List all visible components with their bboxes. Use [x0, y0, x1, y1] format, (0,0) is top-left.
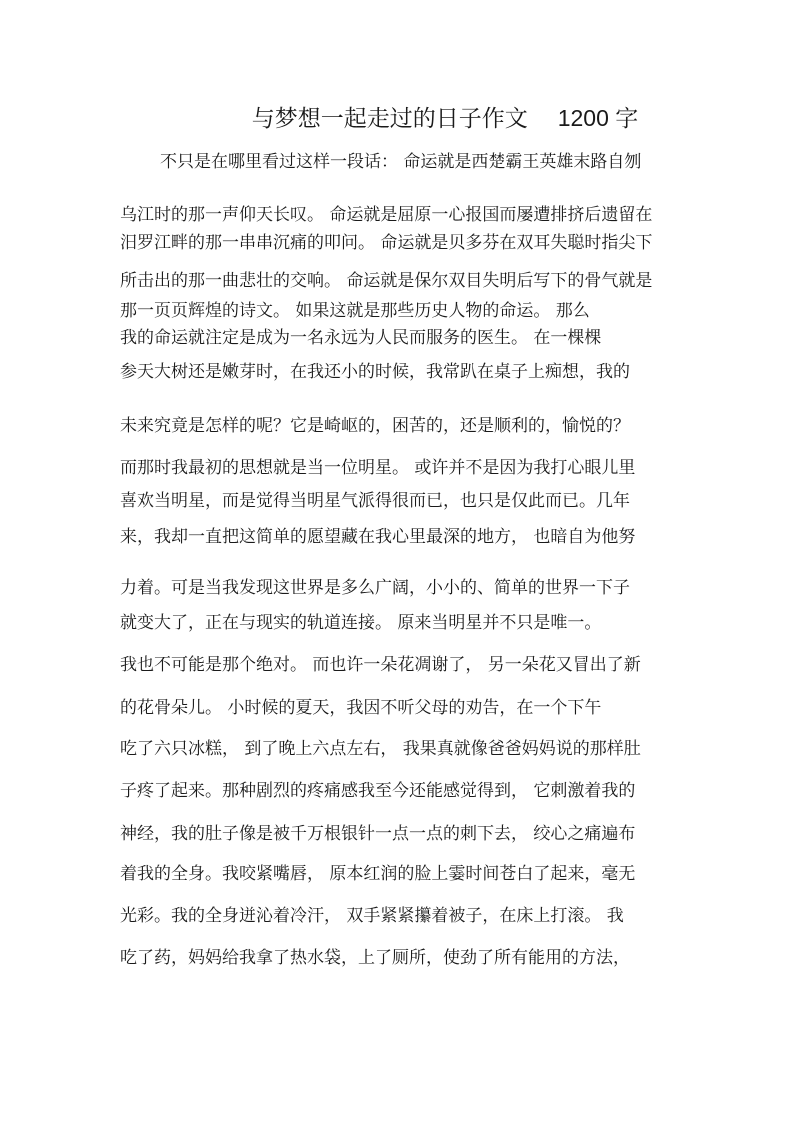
body-line: 不只是在哪里看过这样一段话： 命运就是西楚霸王英雄末路自刎 [160, 152, 642, 172]
body-line: 来，我却一直把这简单的愿望藏在我心里最深的地方， 也暗自为他努 [120, 527, 636, 547]
body-line: 我的命运就注定是成为一名永远为人民而服务的医生。 在一棵棵 [120, 328, 602, 348]
body-line: 吃了药，妈妈给我拿了热水袋，上了厕所，使劲了所有能用的方法， [120, 948, 630, 968]
body-line: 子疼了起来。那种剧烈的疼痛感我至今还能感觉得到， 它刺激着我的 [120, 781, 636, 801]
body-line: 力着。可是当我发现这世界是多么广阔，小小的、简单的世界一下子 [120, 578, 630, 598]
body-line: 喜欢当明星，而是觉得当明星气派得很而已，也只是仅此而已。几年 [120, 491, 630, 511]
body-line: 所击出的那一曲悲壮的交响。 命运就是保尔双目失明后写下的骨气就是 [120, 271, 653, 291]
body-line: 吃了六只冰糕， 到了晚上六点左右， 我果真就像爸爸妈妈说的那样肚 [120, 739, 641, 759]
body-line: 未来究竟是怎样的呢？它是崎岖的，困苦的，还是顺利的，愉悦的？ [120, 416, 630, 436]
body-line: 参天大树还是嫩芽时，在我还小的时候，我常趴在桌子上痴想，我的 [120, 362, 630, 382]
body-line: 我也不可能是那个绝对。 而也许一朵花凋谢了， 另一朵花又冒出了新 [120, 655, 641, 675]
title-word-count: 1200 字 [557, 105, 639, 131]
body-line: 而那时我最初的思想就是当一位明星。 或许并不是因为我打心眼儿里 [120, 458, 636, 478]
body-line: 汨罗江畔的那一串串沉痛的叩问。 命运就是贝多芬在双耳失聪时指尖下 [120, 233, 653, 253]
title-text: 与梦想一起走过的日子作文 [251, 106, 528, 132]
body-line: 着我的全身。我咬紧嘴唇， 原本红润的脸上霎时间苍白了起来，毫无 [120, 864, 636, 884]
body-line: 就变大了，正在与现实的轨道连接。 原来当明星并不只是唯一。 [120, 613, 602, 633]
body-line: 那一页页辉煌的诗文。 如果这就是那些历史人物的命运。 那么 [120, 301, 590, 321]
document-title [0, 98, 800, 139]
body-line: 乌江时的那一声仰天长叹。 命运就是屈原一心报国而屡遭排挤后遗留在 [120, 205, 653, 225]
body-line: 光彩。我的全身迸沁着冷汗， 双手紧紧攥着被子，在床上打滚。 我 [120, 906, 624, 926]
body-line: 的花骨朵儿。 小时候的夏天，我因不听父母的劝告，在一个下午 [120, 698, 602, 718]
body-line: 神经，我的肚子像是被千万根银针一点一点的刺下去， 绞心之痛遍布 [120, 824, 636, 844]
